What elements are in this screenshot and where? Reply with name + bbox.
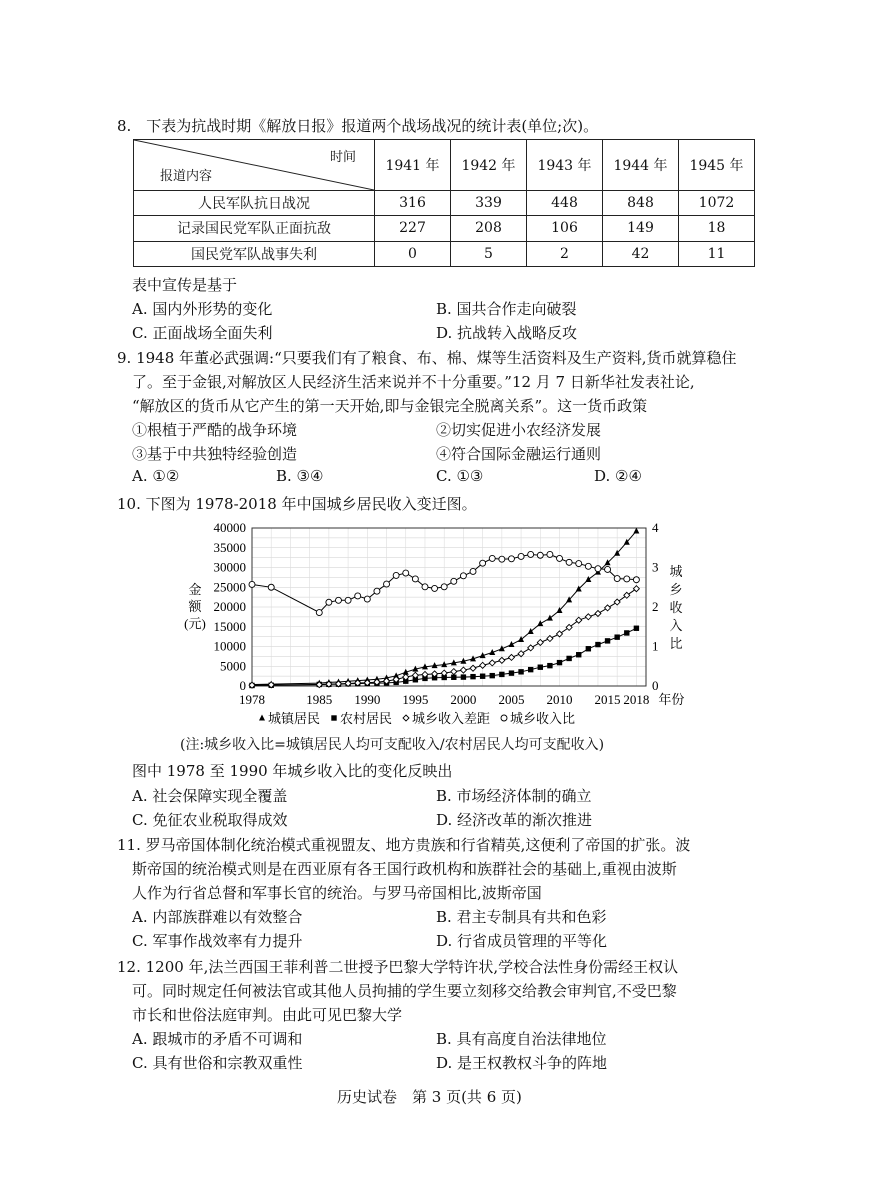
data-point-diamond [528,645,534,651]
q10-option-a[interactable]: A. 社会保障实现全覆盖 [132,787,288,805]
data-point-circle [326,599,332,605]
page-footer: 历史试卷 第 3 页(共 6 页) [337,1088,522,1106]
table-row [134,216,755,241]
table-cell: 208 [451,216,527,241]
data-point-circle [403,570,409,576]
year-header: 1942 年 [451,140,527,191]
y2-tick-label: 1 [652,638,659,654]
data-point-diamond [585,614,591,620]
y-axis-title-char: 额 [188,599,202,614]
q11-option-a[interactable]: A. 内部族群难以有效整合 [132,908,303,926]
data-point-square [480,674,485,679]
q12-option-b[interactable]: B. 具有高度自治法律地位 [436,1030,607,1048]
data-point-circle [576,561,582,567]
data-point-circle [249,581,255,587]
q12-stem-line3: 市长和世俗法庭审判。由此可见巴黎大学 [132,1006,403,1024]
data-point-square [331,715,336,720]
y2-tick-label: 2 [652,599,659,614]
q8-option-c[interactable]: C. 正面战场全面失利 [132,324,273,342]
y-tick-label: 5000 [220,658,246,674]
data-point-circle [470,568,476,574]
q10-prompt: 图中 1978 至 1990 年城乡收入比的变化反映出 [132,762,453,780]
header-time: 时间 [329,150,356,165]
q8-option-d[interactable]: D. 抗战转入战略反攻 [436,324,578,342]
data-point-diamond [633,586,639,592]
x-tick-label: 1995 [402,692,429,707]
q8-prompt: 表中宣传是基于 [132,276,238,294]
data-point-circle [441,584,447,590]
data-point-diamond [508,654,514,660]
y2-tick-label: 4 [652,520,659,535]
q10-note: (注:城乡收入比=城镇居民人均可支配收入/农村居民人均可支配收入) [180,737,605,753]
q9-stem-line3: “解放区的货币从它产生的第一天开始,即与金银完全脱离关系”。这一货币政策 [132,397,648,415]
q12-option-a[interactable]: A. 跟城市的矛盾不可调和 [132,1030,303,1048]
data-point-triangle [518,636,524,642]
data-point-square [451,675,456,680]
data-point-square [634,626,639,631]
data-point-circle [528,551,534,557]
table-row [134,241,755,266]
diagonal-header-cell [134,140,375,191]
y-tick-label: 25000 [213,579,246,595]
legend-label: 城乡收入差距 [412,711,491,726]
data-point-circle [624,576,630,582]
data-point-circle [432,585,438,591]
table-cell: 11 [679,241,755,266]
row-label: 人民军队抗日战况 [134,191,375,216]
data-point-circle [480,560,486,566]
q9-option-b[interactable]: B. ③④ [276,467,324,485]
data-point-circle [518,553,524,559]
year-header: 1945 年 [679,140,755,191]
data-point-square [538,664,543,669]
q12-stem-line2: 可。同时规定任何被法官或其他人员拘捕的学生要立刻移交给教会审判官,不受巴黎 [132,982,677,1000]
battle-report-table [133,139,755,267]
year-header: 1943 年 [527,140,603,191]
data-point-diamond [518,651,524,657]
y2-tick-label: 3 [652,559,659,575]
data-point-diamond [557,631,563,637]
row-label: 记录国民党军队正面抗敌 [134,216,375,241]
y-tick-label: 35000 [213,539,246,555]
y-tick-label: 0 [239,678,246,693]
data-point-triangle [537,620,543,626]
y2-tick-label: 0 [652,678,659,693]
data-point-circle [489,555,495,561]
q11-stem-line1: 11. 罗马帝国体制化统治模式重视盟友、地方贵族和行省精英,这便利了帝国的扩张。波 [117,836,691,854]
data-point-diamond [451,669,457,675]
y-tick-label: 15000 [213,618,246,634]
data-point-diamond [614,599,620,605]
data-point-diamond [460,667,466,673]
table-row [134,191,755,216]
table-cell: 1072 [679,191,755,216]
data-point-diamond [499,657,505,663]
y-tick-label: 40000 [213,520,246,535]
data-point-square [586,646,591,651]
q11-stem-line2: 斯帝国的统治模式则是在西亚原有各王国行政机构和族群社会的基础上,重视由波斯 [132,860,677,878]
y-tick-label: 20000 [213,599,246,614]
data-point-circle [422,584,428,590]
q9-stem-line2: 了。至于金银,对解放区人民经济生活来说并不十分重要。”12 月 7 日新华社发表社论, [132,373,695,391]
data-point-square [576,652,581,657]
data-point-circle [501,715,507,721]
data-point-circle [585,563,591,569]
q11-option-d[interactable]: D. 行省成员管理的平等化 [436,932,608,950]
data-point-circle [412,576,418,582]
data-point-circle [345,597,351,603]
data-point-diamond [595,610,601,616]
data-point-triangle [585,576,591,582]
data-point-diamond [489,660,495,666]
q8-option-a[interactable]: A. 国内外形势的变化 [132,300,273,318]
y2-axis-title-char: 收 [669,600,683,615]
q9-option-a[interactable]: A. ①② [132,467,180,485]
x-tick-label: 2000 [450,692,477,707]
data-point-circle [355,593,361,599]
table-cell: 5 [451,241,527,266]
data-point-circle [566,559,572,565]
data-point-circle [557,555,563,561]
q12-option-d[interactable]: D. 是王权教权斗争的阵地 [436,1054,608,1072]
q9-stem-line1: 9. 1948 年董必武强调:“只要我们有了粮食、布、棉、煤等生活资料及生产资料,货币就算稳住 [117,349,737,367]
data-point-triangle [547,615,553,621]
q8-option-b[interactable]: B. 国共合作走向破裂 [436,300,577,318]
q9-item-2: ②切实促进小农经济发展 [436,421,602,439]
data-point-square [614,634,619,639]
y-tick-label: 10000 [213,638,246,654]
table-header-row [134,140,755,191]
data-point-circle [614,576,620,582]
table-cell: 42 [603,241,679,266]
table-cell: 0 [375,241,451,266]
y2-axis-title-char: 比 [669,636,683,651]
q12-stem-line1: 12. 1200 年,法兰西国王菲利普二世授予巴黎大学特许状,学校合法性身份需经王权认 [117,958,679,976]
data-point-diamond [537,639,543,645]
data-point-circle [499,556,505,562]
data-point-circle [460,573,466,579]
x-tick-label: 1978 [239,692,265,707]
q10-option-c[interactable]: C. 免征农业税取得成效 [132,811,288,829]
data-point-square [624,630,629,635]
data-point-circle [508,556,514,562]
y-axis-title-char: (元) [184,616,206,631]
q12-option-c[interactable]: C. 具有世俗和宗教双重性 [132,1054,303,1072]
data-point-square [470,674,475,679]
data-point-square [557,660,562,665]
q9-item-4: ④符合国际金融运行通则 [436,445,602,463]
x-tick-label: 2010 [546,692,573,707]
year-header: 1941 年 [375,140,451,191]
data-point-circle [451,578,457,584]
data-point-circle [384,581,390,587]
y2-axis-title-char: 乡 [669,582,683,597]
x-tick-label: 1985 [306,692,333,707]
q9-option-c[interactable]: C. ①③ [436,467,484,485]
data-point-circle [393,572,399,578]
table-cell: 149 [603,216,679,241]
y2-axis-title-char: 城 [669,564,683,579]
x-tick-label: 2015 [594,692,621,707]
row-label: 国民党军队战事失利 [134,241,375,266]
q9-item-1: ①根植于严酷的战争环境 [132,421,298,439]
data-point-square [461,674,466,679]
data-point-square [595,642,600,647]
data-point-diamond [480,662,486,668]
data-point-circle [547,551,553,557]
q10-option-d[interactable]: D. 经济改革的渐次推进 [436,811,593,829]
data-point-square [518,669,523,674]
q11-option-c[interactable]: C. 军事作战效率有力提升 [132,932,303,950]
data-point-circle [595,566,601,572]
x-tick-label: 1990 [354,692,381,707]
data-point-circle [268,584,274,590]
data-point-square [499,672,504,677]
x-tick-label: 2005 [498,692,525,707]
data-point-square [528,667,533,672]
data-point-triangle [259,715,265,721]
data-point-diamond [403,715,409,721]
data-point-circle [364,596,370,602]
data-point-square [566,656,571,661]
table-cell: 18 [679,216,755,241]
table-cell: 106 [527,216,603,241]
q11-option-b[interactable]: B. 君主专制具有共和色彩 [436,908,607,926]
table-cell: 316 [375,191,451,216]
y-axis-title-char: 金 [188,582,202,597]
header-content: 报道内容 [160,169,213,184]
table-cell: 339 [451,191,527,216]
x-tick-label: 2018 [623,692,650,707]
legend-label: 农村居民 [340,711,393,726]
data-point-circle [335,597,341,603]
legend-label: 城镇居民 [268,711,321,726]
data-point-circle [633,577,639,583]
q10-option-b[interactable]: B. 市场经济体制的确立 [436,787,592,805]
table-cell: 448 [527,191,603,216]
q9-option-d[interactable]: D. ②④ [594,467,642,485]
x-axis-title: 年份 [658,692,685,707]
data-point-circle [605,566,611,572]
table-cell: 227 [375,216,451,241]
q9-item-3: ③基于中共独特经验创造 [132,445,298,463]
year-header: 1944 年 [603,140,679,191]
data-point-triangle [528,628,534,634]
y2-axis-title-char: 入 [669,618,683,633]
y-tick-label: 30000 [213,559,246,575]
data-point-circle [316,610,322,616]
data-point-square [605,638,610,643]
q10-stem: 10. 下图为 1978-2018 年中国城乡居民收入变迁图。 [117,495,477,513]
data-point-circle [374,588,380,594]
q8-stem: 8. 下表为抗战时期《解放日报》报道两个战场战况的统计表(单位;次)。 [117,117,599,135]
data-point-square [509,670,514,675]
table-cell: 848 [603,191,679,216]
data-point-circle [537,552,543,558]
data-point-diamond [605,605,611,611]
legend-label: 城乡收入比 [510,711,576,726]
data-point-square [547,663,552,668]
data-point-square [490,673,495,678]
income-chart [178,516,698,738]
table-cell: 2 [527,241,603,266]
q11-stem-line3: 人作为行省总督和军事长官的统治。与罗马帝国相比,波斯帝国 [132,884,542,902]
